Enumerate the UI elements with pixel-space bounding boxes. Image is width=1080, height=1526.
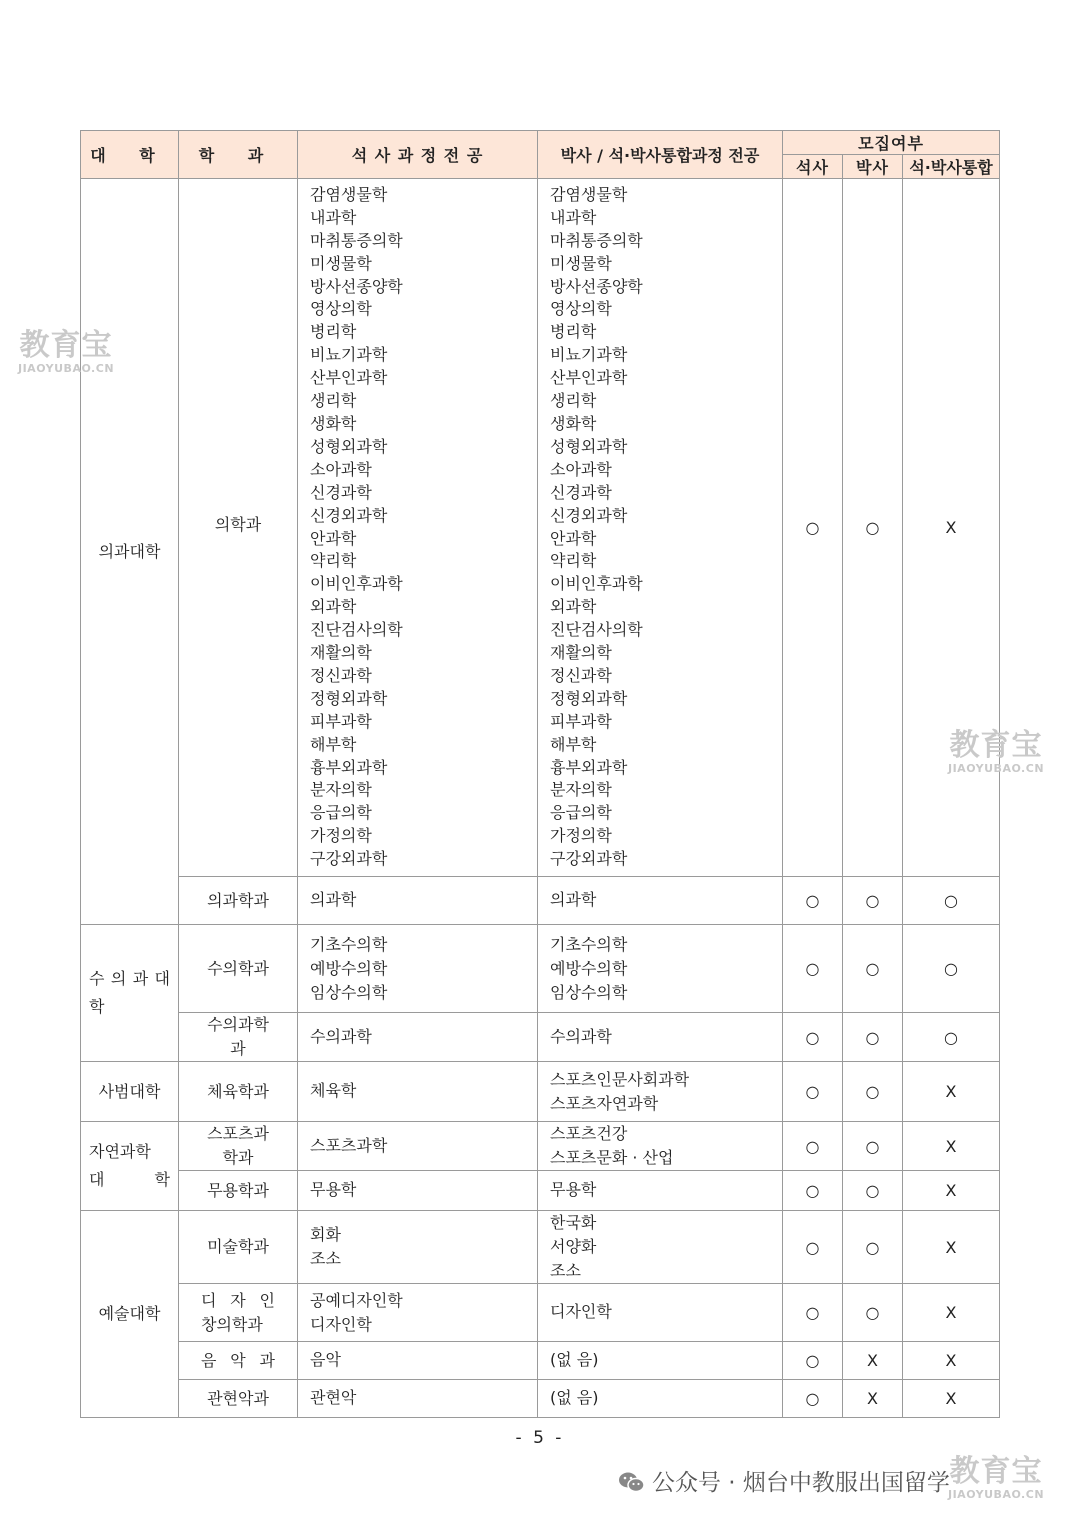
major-item: 비뇨기과학	[310, 345, 388, 365]
major-item: 진단검사의학	[310, 620, 403, 640]
major-item: 흉부외과학	[310, 757, 388, 777]
doctoral-majors-cell	[538, 877, 783, 925]
integrated-status: X	[903, 1284, 1000, 1342]
department-cell: 미술학과	[179, 1211, 298, 1284]
header-department: 학 과	[179, 131, 298, 179]
watermark-logo: 教育宝 JIAOYUBAO.CN	[18, 328, 115, 375]
major-item: 생화학	[550, 413, 597, 433]
major-item: 스포츠자연과학	[550, 1093, 659, 1113]
table-row	[81, 877, 1000, 925]
master-status: ○	[783, 1122, 843, 1171]
major-item: 가정의학	[310, 826, 372, 846]
major-item: 해부학	[310, 734, 357, 754]
major-item: 마취통증의학	[550, 230, 643, 250]
department-cell: 관현악과	[179, 1380, 298, 1418]
major-item: 비뇨기과학	[550, 345, 628, 365]
doctor-status: ○	[843, 877, 903, 925]
master-majors-cell	[298, 1342, 538, 1380]
major-item: 관현악	[310, 1388, 357, 1408]
major-item: 안과학	[310, 528, 357, 548]
major-item: 약리학	[310, 551, 357, 571]
major-item: 이비인후과학	[310, 574, 403, 594]
header-doctor: 박사	[843, 155, 903, 179]
department-cell: 디 자 인 창의학과	[179, 1284, 298, 1342]
major-item: 해부학	[550, 734, 597, 754]
master-majors-cell	[298, 877, 538, 925]
major-item: 임상수의학	[310, 982, 388, 1002]
integrated-status: X	[903, 179, 1000, 877]
major-item: 신경외과학	[550, 505, 628, 525]
college-cell: 의과대학	[81, 179, 179, 925]
integrated-status: X	[903, 1062, 1000, 1122]
master-majors-cell	[298, 179, 538, 877]
major-item: 방사선종양학	[550, 276, 643, 296]
majors-table	[80, 130, 1000, 1418]
doctoral-majors-cell	[538, 1122, 783, 1171]
header-integrated: 석·박사통합	[903, 155, 1000, 179]
integrated-status: X	[903, 1342, 1000, 1380]
major-item: 성형외과학	[310, 436, 388, 456]
major-item: 내과학	[550, 207, 597, 227]
table-row	[81, 925, 1000, 1013]
integrated-status: X	[903, 1380, 1000, 1418]
major-item: 임상수의학	[550, 982, 628, 1002]
major-item: 스포츠과학	[310, 1135, 388, 1155]
major-item: 신경과학	[310, 482, 372, 502]
major-item: 수의과학	[310, 1026, 372, 1046]
watermark-logo: 教育宝 JIAOYUBAO.CN	[948, 728, 1045, 775]
major-item: 생리학	[550, 391, 597, 411]
doctor-status: X	[843, 1380, 903, 1418]
doctoral-majors-cell	[538, 179, 783, 877]
table-row	[81, 1122, 1000, 1171]
major-item: 진단검사의학	[550, 620, 643, 640]
integrated-status: X	[903, 1122, 1000, 1171]
table-row	[81, 1211, 1000, 1284]
table-row	[81, 1284, 1000, 1342]
major-item: 재활의학	[310, 643, 372, 663]
department-cell: 수의과학과	[179, 1013, 298, 1062]
department-cell: 스포츠과학과	[179, 1122, 298, 1171]
master-status: ○	[783, 1062, 843, 1122]
major-item: 안과학	[550, 528, 597, 548]
major-item: (없 음)	[550, 1388, 599, 1408]
major-item: 피부과학	[310, 711, 372, 731]
master-majors-cell	[298, 1380, 538, 1418]
major-item: 정신과학	[310, 665, 372, 685]
major-item: 성형외과학	[550, 436, 628, 456]
major-item: 영상의학	[310, 299, 372, 319]
major-item: 응급의학	[550, 803, 612, 823]
doctoral-majors-cell	[538, 1342, 783, 1380]
college-cell: 사범대학	[81, 1062, 179, 1122]
major-item: 디자인학	[550, 1302, 612, 1322]
doctor-status: X	[843, 1342, 903, 1380]
doctoral-majors-cell	[538, 1211, 783, 1284]
major-item: 스포츠인문사회과학	[550, 1069, 690, 1089]
table-row	[81, 1013, 1000, 1062]
master-status: ○	[783, 1284, 843, 1342]
header-master-major: 석 사 과 정 전 공	[298, 131, 538, 179]
major-item: 감염생물학	[550, 184, 628, 204]
major-item: 정신과학	[550, 665, 612, 685]
major-item: 서양화	[550, 1237, 597, 1256]
major-item: 조소	[550, 1261, 581, 1280]
doctoral-majors-cell	[538, 1284, 783, 1342]
major-item: 음악	[310, 1350, 341, 1370]
department-cell: 수의학과	[179, 925, 298, 1013]
major-item: 영상의학	[550, 299, 612, 319]
major-item: 가정의학	[550, 826, 612, 846]
doctoral-majors-cell	[538, 925, 783, 1013]
major-item: 흉부외과학	[550, 757, 628, 777]
major-item: 구강외과학	[550, 849, 628, 869]
major-item: 회화	[310, 1225, 341, 1244]
major-item: 정형외과학	[550, 688, 628, 708]
major-item: 소아과학	[310, 459, 372, 479]
integrated-status: ○	[903, 925, 1000, 1013]
major-item: 산부인과학	[550, 368, 628, 388]
department-cell: 음 악 과	[179, 1342, 298, 1380]
major-item: 마취통증의학	[310, 230, 403, 250]
doctor-status: ○	[843, 1062, 903, 1122]
master-status: ○	[783, 877, 843, 925]
table-row	[81, 179, 1000, 877]
major-item: 예방수의학	[550, 958, 628, 978]
major-item: 방사선종양학	[310, 276, 403, 296]
doctoral-majors-cell	[538, 1171, 783, 1211]
major-item: 생리학	[310, 391, 357, 411]
header-doctoral-major: 박사 / 석·박사통합과정 전공	[538, 131, 783, 179]
doctor-status: ○	[843, 1122, 903, 1171]
header-master: 석사	[783, 155, 843, 179]
major-item: 피부과학	[550, 711, 612, 731]
watermark-logo: 教育宝 JIAOYUBAO.CN	[948, 1454, 1045, 1501]
table-row	[81, 1062, 1000, 1122]
major-item: 예방수의학	[310, 958, 388, 978]
major-item: 내과학	[310, 207, 357, 227]
major-item: 무용학	[550, 1180, 597, 1200]
major-item: 외과학	[310, 597, 357, 617]
doctoral-majors-cell	[538, 1013, 783, 1062]
major-item: 구강외과학	[310, 849, 388, 869]
major-item: 산부인과학	[310, 368, 388, 388]
doctor-status: ○	[843, 925, 903, 1013]
master-majors-cell	[298, 1062, 538, 1122]
major-item: 미생물학	[310, 253, 372, 273]
major-item: 의과학	[310, 890, 357, 910]
major-item: 기초수의학	[310, 934, 388, 954]
doctoral-majors-cell	[538, 1380, 783, 1418]
major-item: 미생물학	[550, 253, 612, 273]
integrated-status: ○	[903, 877, 1000, 925]
footer	[618, 1464, 950, 1497]
master-majors-cell	[298, 1013, 538, 1062]
major-item: 외과학	[550, 597, 597, 617]
major-item: 병리학	[550, 322, 597, 342]
department-cell: 무용학과	[179, 1171, 298, 1211]
major-item: 정형외과학	[310, 688, 388, 708]
header-college: 대 학	[81, 131, 179, 179]
master-status: ○	[783, 1380, 843, 1418]
integrated-status: X	[903, 1171, 1000, 1211]
major-item: 재활의학	[550, 643, 612, 663]
wechat-icon	[618, 1470, 644, 1492]
major-item: 디자인학	[310, 1314, 372, 1334]
major-item: 분자의학	[550, 780, 612, 800]
master-status: ○	[783, 1171, 843, 1211]
major-item: 병리학	[310, 322, 357, 342]
master-majors-cell	[298, 1211, 538, 1284]
master-majors-cell	[298, 1122, 538, 1171]
major-item: 이비인후과학	[550, 574, 643, 594]
major-item: 약리학	[550, 551, 597, 571]
major-item: 스포츠문화 · 산업	[550, 1148, 674, 1167]
master-status: ○	[783, 925, 843, 1013]
major-item: 신경과학	[550, 482, 612, 502]
major-item: 무용학	[310, 1180, 357, 1200]
table-row	[81, 1380, 1000, 1418]
doctor-status: ○	[843, 179, 903, 877]
table-row	[81, 1171, 1000, 1211]
doctoral-majors-cell	[538, 1062, 783, 1122]
master-status: ○	[783, 1211, 843, 1284]
major-item: 생화학	[310, 413, 357, 433]
master-majors-cell	[298, 1284, 538, 1342]
master-majors-cell	[298, 1171, 538, 1211]
doctor-status: ○	[843, 1211, 903, 1284]
major-item: 소아과학	[550, 459, 612, 479]
master-status: ○	[783, 179, 843, 877]
major-item: 체육학	[310, 1081, 357, 1101]
major-item: 한국화	[550, 1213, 597, 1232]
doctor-status: ○	[843, 1284, 903, 1342]
footer-text: 公众号 · 烟台中教服出国留学	[652, 1470, 950, 1496]
integrated-status: X	[903, 1211, 1000, 1284]
major-item: 스포츠건강	[550, 1124, 628, 1143]
master-status: ○	[783, 1013, 843, 1062]
integrated-status: ○	[903, 1013, 1000, 1062]
college-cell: 자연과학 대 학	[81, 1122, 179, 1211]
major-item: 의과학	[550, 890, 597, 910]
doctor-status: ○	[843, 1171, 903, 1211]
page-number: - 5 -	[515, 1428, 565, 1448]
major-item: 기초수의학	[550, 934, 628, 954]
department-cell: 의과학과	[179, 877, 298, 925]
major-item: 신경외과학	[310, 505, 388, 525]
header-recruitment: 모집여부	[783, 131, 1000, 155]
major-item: (없 음)	[550, 1350, 599, 1370]
table-row	[81, 1342, 1000, 1380]
major-item: 수의과학	[550, 1026, 612, 1046]
department-cell: 체육학과	[179, 1062, 298, 1122]
college-cell: 수 의 과 대 학	[81, 925, 179, 1062]
master-majors-cell	[298, 925, 538, 1013]
major-item: 분자의학	[310, 780, 372, 800]
department-cell: 의학과	[179, 179, 298, 877]
major-item: 조소	[310, 1249, 341, 1268]
major-item: 공예디자인학	[310, 1290, 403, 1310]
college-cell: 예술대학	[81, 1211, 179, 1418]
major-item: 응급의학	[310, 803, 372, 823]
master-status: ○	[783, 1342, 843, 1380]
major-item: 감염생물학	[310, 184, 388, 204]
doctor-status: ○	[843, 1013, 903, 1062]
